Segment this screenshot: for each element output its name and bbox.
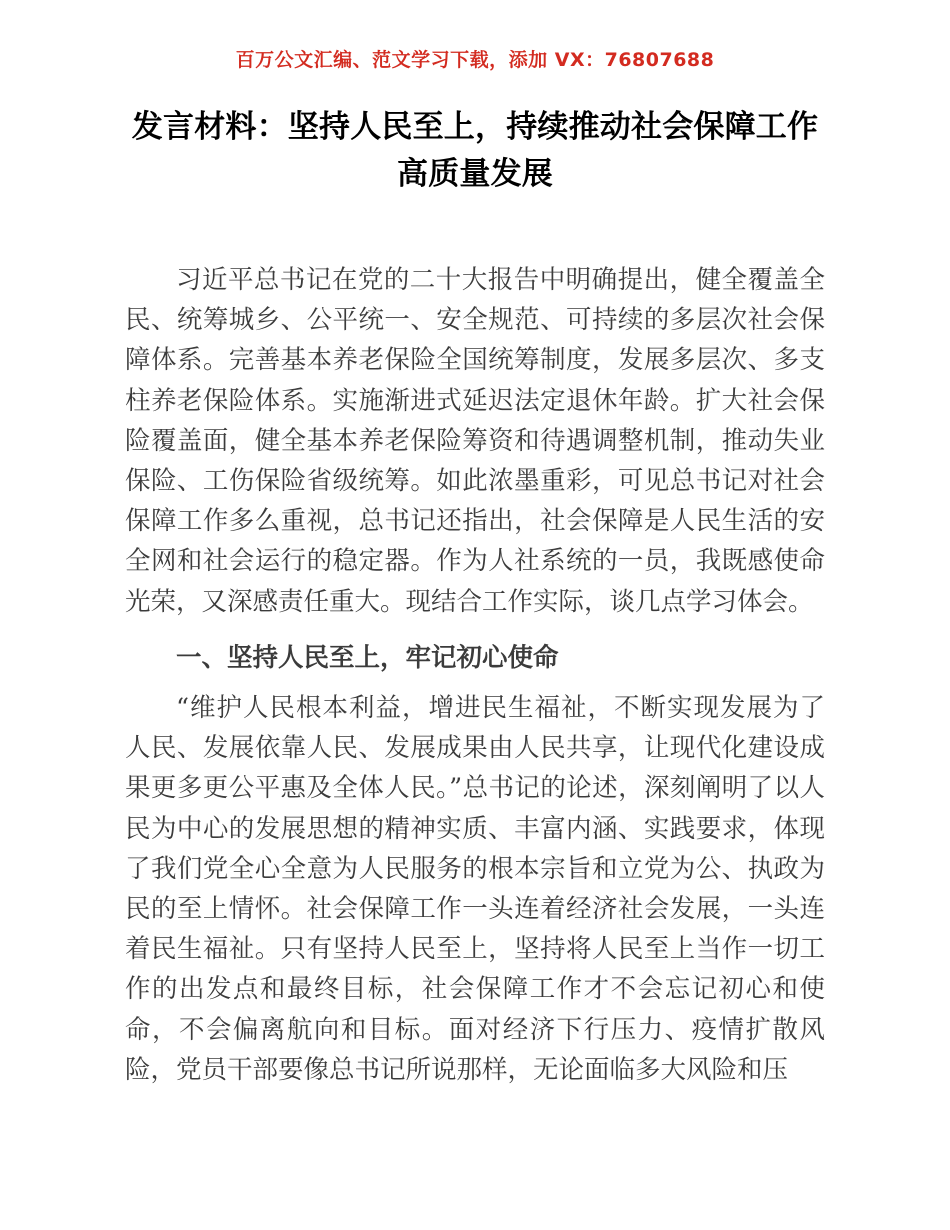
paragraph-section-one-body: “维护人民根本利益，增进民生福祉，不断实现发展为了人民、发展依靠人民、发展成果由人民共享，让现代化建设成果更多更公平惠及全体人民。”总书记的论述，深刻阐明了以人民为中心的发展思想的精神实质、丰富内涵、实践要求，体现了我们党全心全意为人民服务的根本宗旨和立党为公、执政为民的至上情怀。社会保障工作一头连着经济社会发展，一头连着民生福祉。只有坚持人民至上，坚持将人民至上当作一切工作的出发点和最终目标，社会保障工作才不会忘记初心和使命，不会偏离航向和目标。面对经济下行压力、疫情扩散风险，党员干部要像总书记所说那样，无论面临多大风险和压 (125, 693, 825, 1085)
promotional-header-text: 百万公文汇编、范文学习下载，添加 VX：76807688 (235, 49, 715, 71)
document-title: 发言材料：坚持人民至上，持续推动社会保障工作高质量发展 (131, 109, 819, 192)
section-heading-one: 一、坚持人民至上，牢记初心使命 (176, 642, 559, 673)
paragraph-heading-gap (125, 622, 825, 638)
title-spacer (125, 198, 825, 260)
document-body (125, 104, 825, 1090)
paragraph-opening: 习近平总书记在党的二十大报告中明确提出，健全覆盖全民、统筹城乡、公平统一、安全规范、可持续的多层次社会保障体系。完善基本养老保险全国统筹制度，发展多层次、多支柱养老保险体系。实施渐进式延迟法定退休年龄。扩大社会保险覆盖面，健全基本养老保险筹资和待遇调整机制，推动失业保险、工伤保险省级统筹。如此浓墨重彩，可见总书记对社会保障工作多么重视，总书记还指出，社会保障是人民生活的安全网和社会运行的稳定器。作为人社系统的一员，我既感使命光荣，又深感责任重大。现结合工作实际，谈几点学习体会。 (125, 265, 825, 617)
heading-paragraph-gap (125, 678, 825, 688)
